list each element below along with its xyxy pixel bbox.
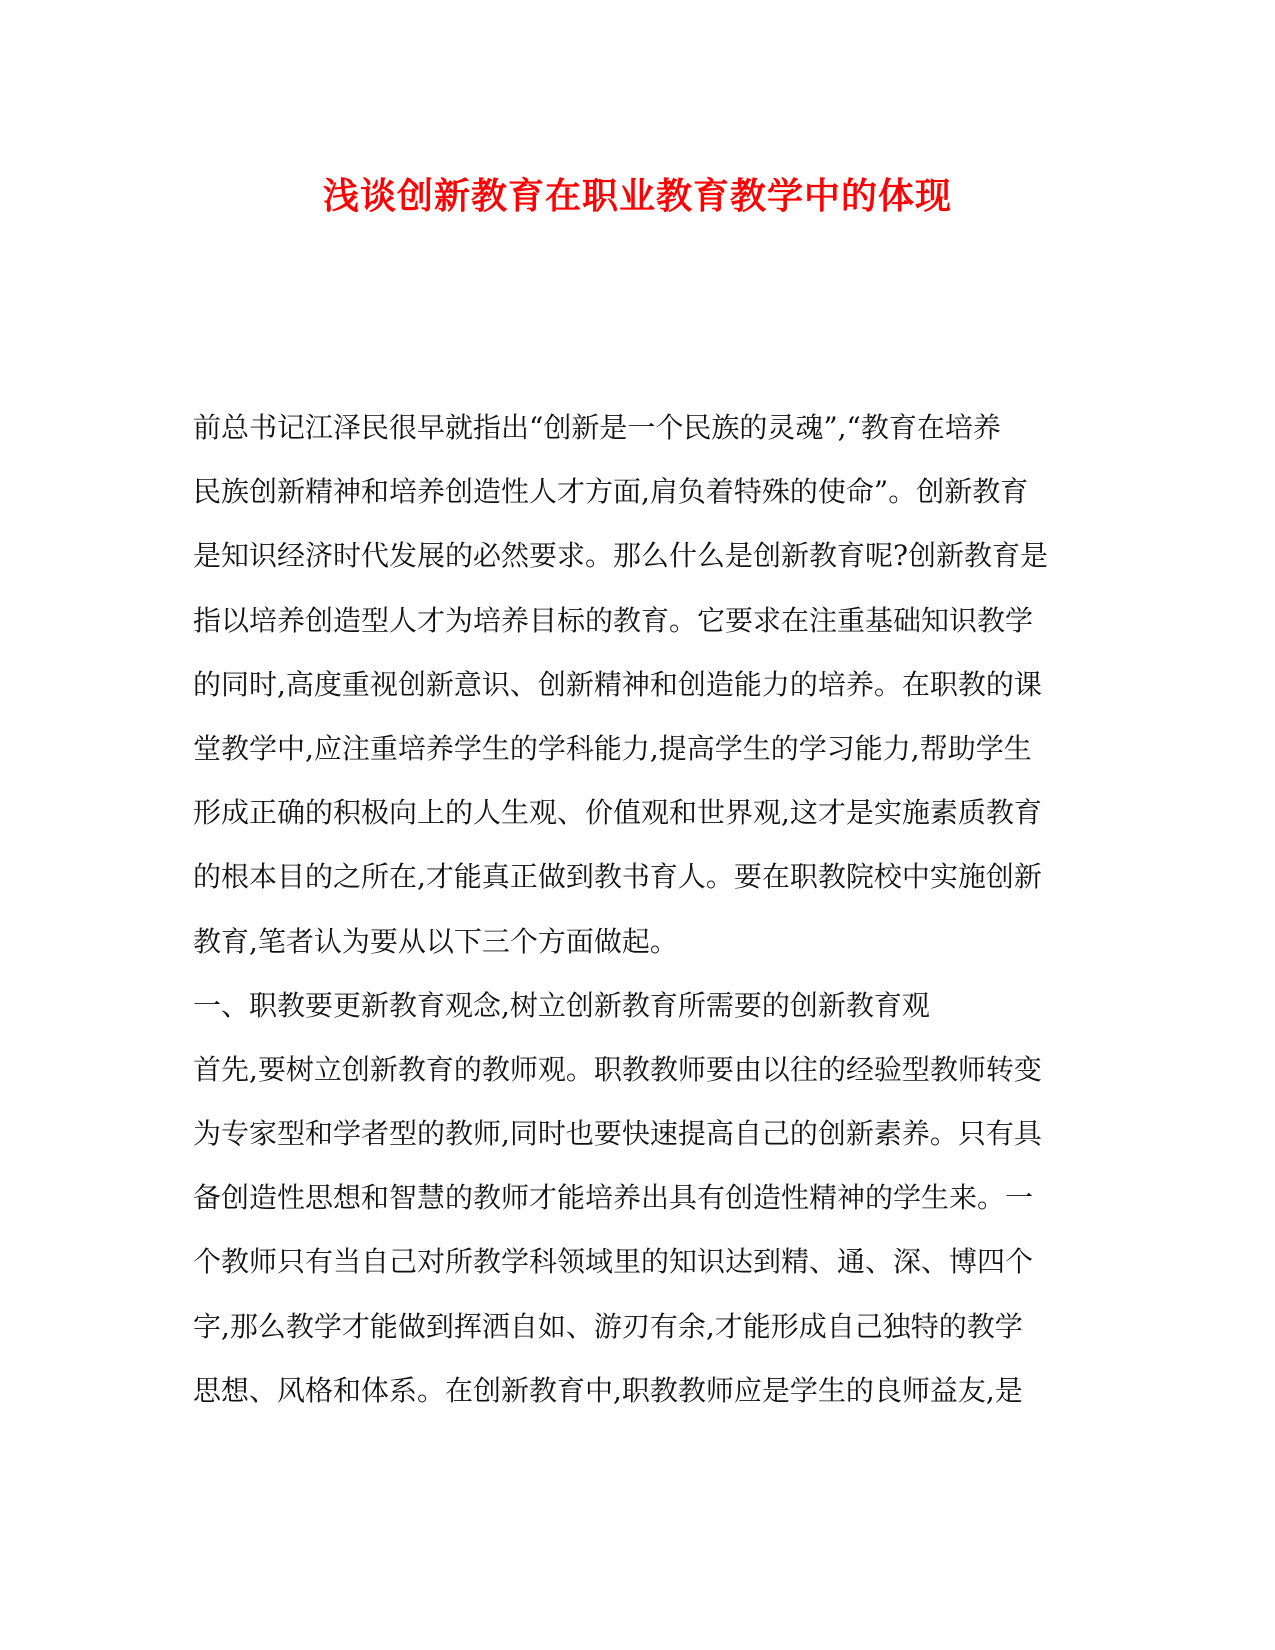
text-line: 个教师只有当自己对所教学科领域里的知识达到精、通、深、博四个 — [193, 1245, 1034, 1279]
text-line: 思想、风格和体系。在创新教育中,职教教师应是学生的良师益友,是 — [193, 1373, 1023, 1407]
text-line: 前总书记江泽民很早就指出“创新是一个民族的灵魂”,“教育在培养 — [193, 411, 1001, 444]
text-line: 字,那么教学才能做到挥洒自如、游刃有余,才能形成自己独特的教学 — [193, 1309, 1023, 1343]
text-line: 形成正确的积极向上的人生观、价值观和世界观,这才是实施素质教育 — [193, 796, 1042, 830]
text-line: 教育,笔者认为要从以下三个方面做起。 — [193, 924, 678, 958]
document-body — [193, 410, 1083, 1437]
document-title: 浅谈创新教育在职业教育教学中的体现 — [322, 175, 952, 217]
text-line: 的根本目的之所在,才能真正做到教书育人。要在职教院校中实施创新 — [193, 860, 1042, 894]
text-line: 的同时,高度重视创新意识、创新精神和创造能力的培养。在职教的课 — [193, 667, 1042, 701]
text-line: 首先,要树立创新教育的教师观。职教教师要由以往的经验型教师转变 — [193, 1052, 1042, 1086]
text-line: 指以培养创造型人才为培养目标的教育。它要求在注重基础知识教学 — [193, 603, 1034, 637]
text-line: 备创造性思想和智慧的教师才能培养出具有创造性精神的学生来。一 — [193, 1181, 1034, 1215]
text-line: 是知识经济时代发展的必然要求。那么什么是创新教育呢?创新教育是 — [193, 539, 1049, 573]
text-line: 民族创新精神和培养创造性人才方面,肩负着特殊的使命”。创新教育 — [193, 475, 1029, 509]
text-line: 为专家型和学者型的教师,同时也要快速提高自己的创新素养。只有具 — [193, 1117, 1042, 1151]
section-heading: 一、职教要更新教育观念,树立创新教育所需要的创新教育观 — [193, 988, 930, 1022]
text-line: 堂教学中,应注重培养学生的学科能力,提高学生的学习能力,帮助学生 — [193, 731, 1032, 765]
